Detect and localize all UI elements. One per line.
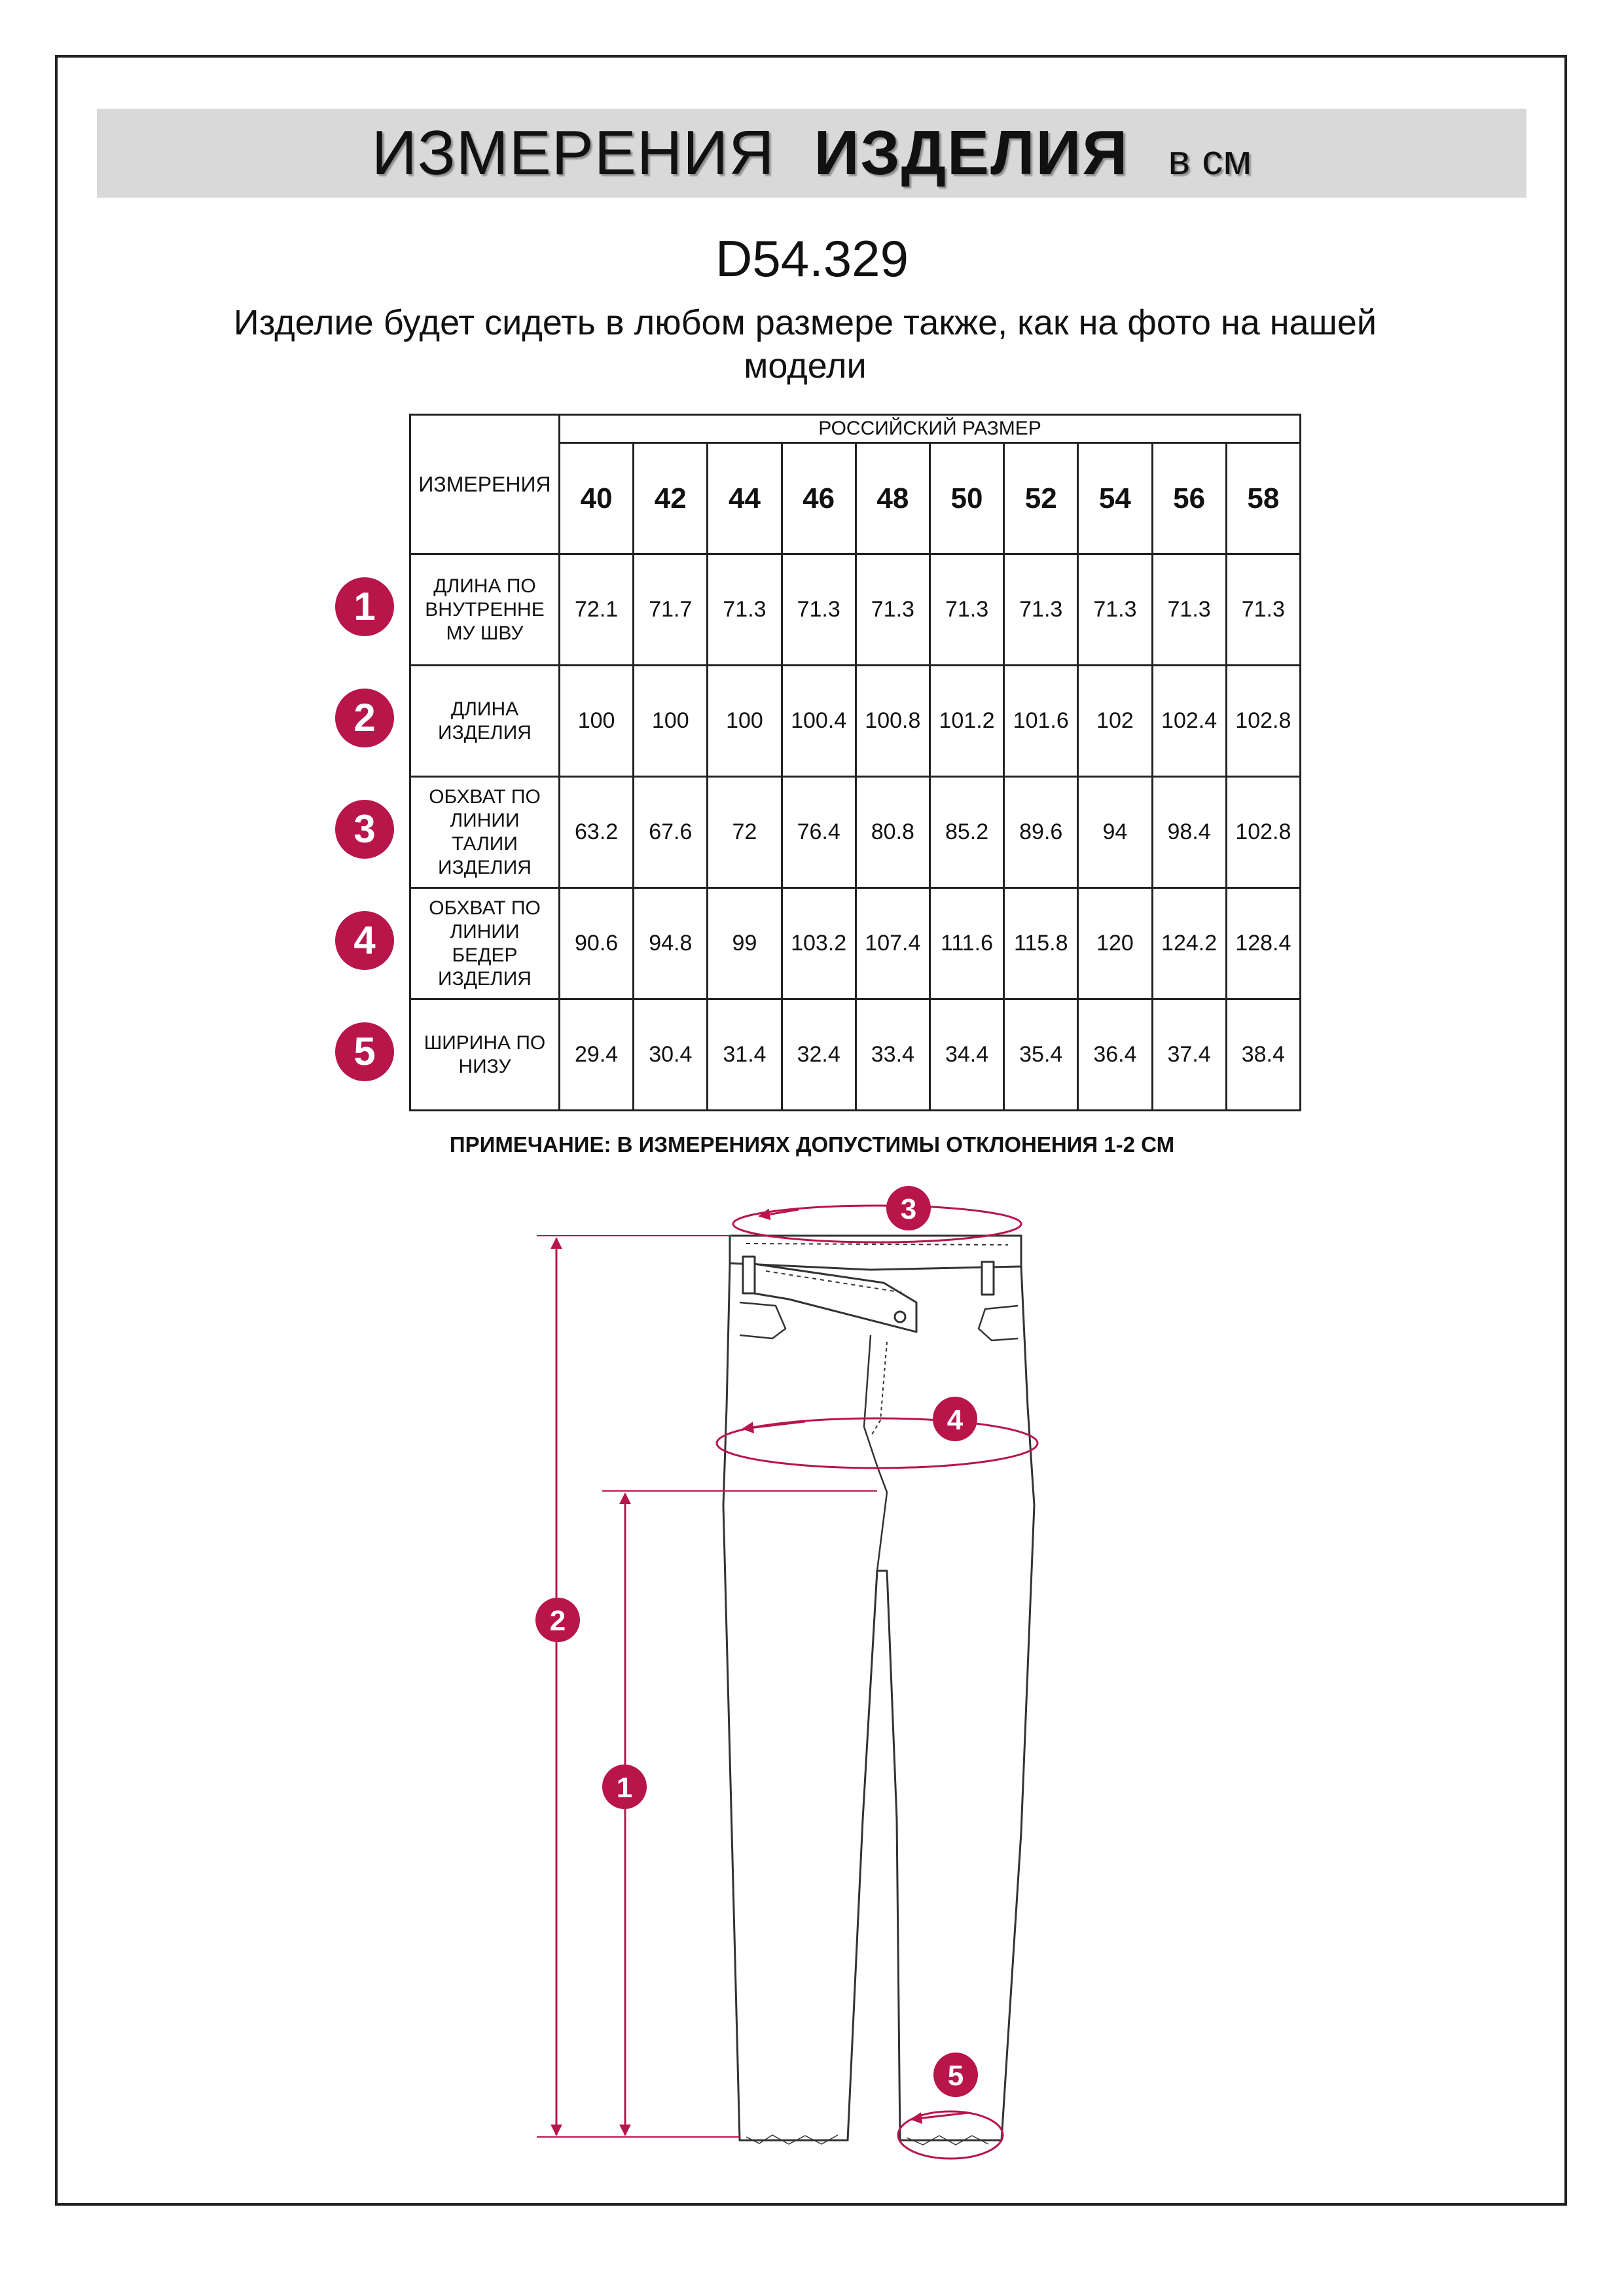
row-label-waist: ОБХВАТ ПО ЛИНИИ ТАЛИИ ИЗДЕЛИЯ	[410, 777, 560, 888]
table-cell: 34.4	[929, 999, 1003, 1111]
table-cell: 124.2	[1152, 888, 1226, 999]
table-cell: 72.1	[560, 554, 634, 666]
size-header: 44	[708, 443, 782, 554]
table-cell: 63.2	[560, 777, 634, 888]
table-cell: 36.4	[1078, 999, 1152, 1111]
table-cell: 35.4	[1004, 999, 1078, 1111]
size-header: 50	[929, 443, 1003, 554]
tolerance-note: ПРИМЕЧАНИЕ: В ИЗМЕРЕНИЯХ ДОПУСТИМЫ ОТКЛОНЕНИЯ 1-2 СМ	[449, 1132, 1175, 1157]
marker-5-label: 5	[947, 2060, 964, 2092]
row-label-length: ДЛИНА ИЗДЕЛИЯ	[410, 666, 560, 777]
table-cell: 107.4	[856, 888, 929, 999]
table-cell: 89.6	[1004, 777, 1078, 888]
table-cell: 115.8	[1004, 888, 1078, 999]
measurements-header: ИЗМЕРЕНИЯ	[410, 415, 560, 554]
size-group-header: РОССИЙСКИЙ РАЗМЕР	[560, 415, 1301, 443]
diagram-marker-5	[933, 2053, 978, 2097]
diagram-marker-1	[602, 1765, 647, 1809]
table-cell: 67.6	[634, 777, 708, 888]
table-cell: 99	[708, 888, 782, 999]
table-cell: 71.3	[1226, 554, 1300, 666]
row-number-badge-2: 2	[335, 689, 394, 747]
table-cell: 90.6	[560, 888, 634, 999]
table-cell: 102	[1078, 666, 1152, 777]
marker-1-label: 1	[616, 1772, 633, 1804]
table-cell: 33.4	[856, 999, 929, 1111]
table-cell: 85.2	[929, 777, 1003, 888]
row-number-badge-5: 5	[335, 1022, 394, 1081]
table-cell: 101.6	[1004, 666, 1078, 777]
row-number-badge-4: 4	[335, 911, 394, 970]
row-label-inseam: ДЛИНА ПО ВНУТРЕННЕ МУ ШВУ	[410, 554, 560, 666]
table-cell: 100.4	[782, 666, 856, 777]
table-cell: 100	[634, 666, 708, 777]
table-cell: 71.3	[708, 554, 782, 666]
table-cell: 71.3	[782, 554, 856, 666]
table-cell: 30.4	[634, 999, 708, 1111]
size-header: 52	[1004, 443, 1078, 554]
fit-subtitle: Изделие будет сидеть в любом размере также, как на фото на нашей модели	[233, 303, 1377, 386]
table-cell: 71.7	[634, 554, 708, 666]
table-cell: 38.4	[1226, 999, 1300, 1111]
table-cell: 102.8	[1226, 777, 1300, 888]
table-cell: 29.4	[560, 999, 634, 1111]
size-header: 46	[782, 443, 856, 554]
table-cell: 71.3	[856, 554, 929, 666]
size-header: 48	[856, 443, 929, 554]
table-cell: 102.4	[1152, 666, 1226, 777]
table-cell: 101.2	[929, 666, 1003, 777]
table-cell: 71.3	[929, 554, 1003, 666]
marker-4-label: 4	[947, 1404, 964, 1436]
table-cell: 72	[708, 777, 782, 888]
title-units: в см	[1168, 136, 1252, 183]
marker-2-label: 2	[549, 1605, 566, 1637]
title-measurements: ИЗМЕРЕНИЯ	[371, 118, 775, 188]
row-number-badge-1: 1	[335, 577, 394, 636]
marker-3-label: 3	[900, 1193, 917, 1225]
table-cell: 71.3	[1004, 554, 1078, 666]
size-header: 56	[1152, 443, 1226, 554]
table-cell: 100	[560, 666, 634, 777]
table-cell: 94	[1078, 777, 1152, 888]
table-cell: 71.3	[1152, 554, 1226, 666]
size-header: 40	[560, 443, 634, 554]
table-cell: 120	[1078, 888, 1152, 999]
table-cell: 37.4	[1152, 999, 1226, 1111]
size-header: 58	[1226, 443, 1300, 554]
table-cell: 76.4	[782, 777, 856, 888]
table-cell: 31.4	[708, 999, 782, 1111]
table-cell: 94.8	[634, 888, 708, 999]
table-cell: 80.8	[856, 777, 929, 888]
table-cell: 71.3	[1078, 554, 1152, 666]
table-cell: 32.4	[782, 999, 856, 1111]
table-cell: 98.4	[1152, 777, 1226, 888]
size-header: 54	[1078, 443, 1152, 554]
table-cell: 128.4	[1226, 888, 1300, 999]
row-label-hips: ОБХВАТ ПО ЛИНИИ БЕДЕР ИЗДЕЛИЯ	[410, 888, 560, 999]
table-cell: 111.6	[929, 888, 1003, 999]
title-product: ИЗДЕЛИЯ	[814, 118, 1129, 188]
pants-outline	[723, 1236, 1034, 2145]
table-cell: 103.2	[782, 888, 856, 999]
diagram-marker-2	[535, 1598, 580, 1642]
table-cell: 100.8	[856, 666, 929, 777]
diagram-marker-3	[886, 1186, 931, 1230]
diagram-marker-4	[933, 1397, 977, 1441]
size-header: 42	[634, 443, 708, 554]
measurement-guides	[537, 1206, 1038, 2159]
row-number-badge-3: 3	[335, 800, 394, 859]
product-code: D54.329	[715, 230, 909, 287]
table-cell: 102.8	[1226, 666, 1300, 777]
table-cell: 100	[708, 666, 782, 777]
row-label-hem: ШИРИНА ПО НИЗУ	[410, 999, 560, 1111]
